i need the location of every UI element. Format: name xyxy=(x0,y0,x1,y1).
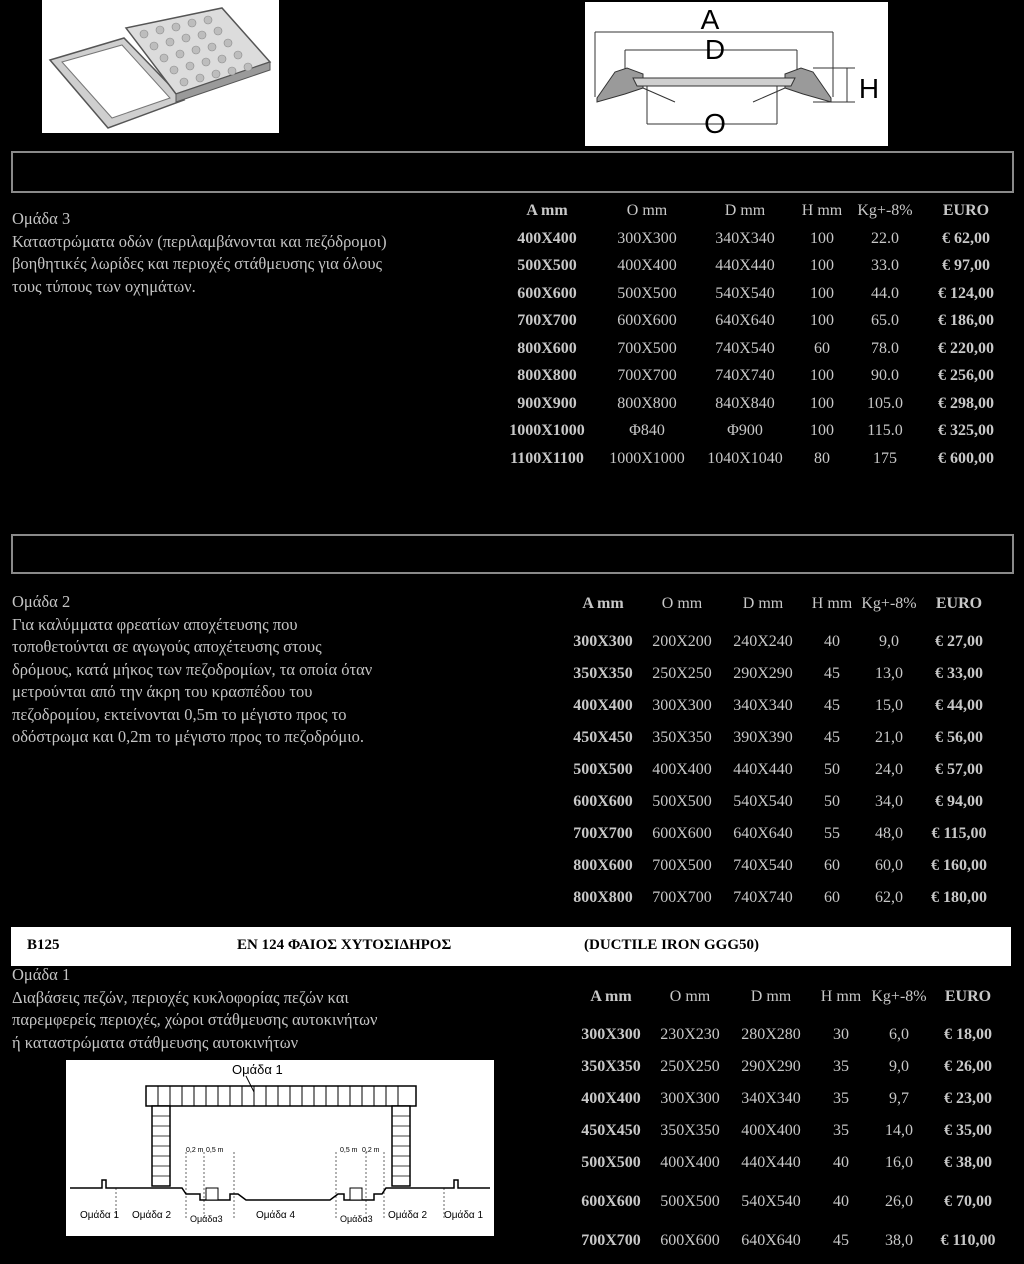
cell-a: 800X600 xyxy=(517,339,577,357)
cell-h: 45 xyxy=(833,1232,849,1249)
product-photo xyxy=(42,0,279,133)
cell-euro: € 115,00 xyxy=(931,825,987,842)
table-row xyxy=(564,626,1000,658)
section-bar-group3 xyxy=(11,151,1014,193)
cell-kg: 78.0 xyxy=(871,339,899,357)
cell-h: 45 xyxy=(824,665,840,682)
group2-title: Ομάδα 2 xyxy=(12,592,71,611)
cell-o: 300X300 xyxy=(617,229,677,247)
cell-euro: € 18,00 xyxy=(944,1026,992,1043)
cell-o: 500X500 xyxy=(660,1193,720,1210)
header-d: D mm xyxy=(750,988,792,1005)
table-row xyxy=(497,445,1013,473)
table-row xyxy=(564,818,1000,850)
material-label: (DUCTILE IRON GGG50) xyxy=(584,937,760,953)
cell-euro: € 57,00 xyxy=(935,761,983,778)
cell-o: 700X500 xyxy=(617,339,677,357)
header-euro: EURO xyxy=(942,202,990,219)
table-row xyxy=(564,722,1000,754)
cell-kg: 26,0 xyxy=(885,1193,913,1210)
cell-euro: € 27,00 xyxy=(935,633,983,650)
cell-o: 350X350 xyxy=(660,1122,720,1139)
cell-kg: 6,0 xyxy=(889,1026,909,1043)
cell-euro: € 62,00 xyxy=(942,229,990,247)
cell-kg: 34,0 xyxy=(875,793,903,810)
cell-d: 540X540 xyxy=(741,1193,801,1210)
cell-o: 200X200 xyxy=(652,633,712,650)
table-row xyxy=(497,253,1013,281)
zone-label: Ομάδα 2 xyxy=(388,1210,428,1221)
cell-a: 700X700 xyxy=(581,1232,641,1249)
cell-o: 1000X1000 xyxy=(609,449,685,467)
group1-desc-line: ή καταστρώματα στάθμευσης αυτοκινήτων xyxy=(12,1032,299,1052)
cell-o: 600X600 xyxy=(660,1232,720,1249)
cell-a: 700X700 xyxy=(517,312,577,330)
class-code: B125 xyxy=(27,937,60,953)
cell-a: 350X350 xyxy=(573,665,633,682)
table-row xyxy=(564,786,1000,818)
cell-kg: 90.0 xyxy=(871,367,899,385)
cell-a: 900X900 xyxy=(517,394,577,412)
table-row xyxy=(572,1083,1008,1115)
label-d: D xyxy=(704,34,726,65)
header-d: D mm xyxy=(724,202,766,219)
cell-d: Φ900 xyxy=(727,422,763,440)
cell-euro: € 600,00 xyxy=(938,449,994,467)
cell-kg: 9,0 xyxy=(889,1058,909,1075)
cell-a: 300X300 xyxy=(581,1026,641,1043)
table-row xyxy=(572,1179,1008,1225)
cell-euro: € 70,00 xyxy=(944,1193,992,1210)
cell-kg: 62,0 xyxy=(875,889,903,906)
cell-kg: 33.0 xyxy=(871,257,899,275)
cell-a: 400X400 xyxy=(581,1090,641,1107)
header-h: H mm xyxy=(801,202,843,219)
table-row xyxy=(497,335,1013,363)
dimension-diagram xyxy=(585,2,888,146)
cell-euro: € 44,00 xyxy=(935,697,983,714)
dim-left-label: 0,2 m xyxy=(186,1147,204,1154)
cell-euro: € 180,00 xyxy=(931,889,987,906)
table-row xyxy=(497,418,1013,446)
cell-euro: € 124,00 xyxy=(938,284,994,302)
cell-o: 300X300 xyxy=(652,697,712,714)
cell-kg: 24,0 xyxy=(875,761,903,778)
cell-o: 400X400 xyxy=(660,1154,720,1171)
cell-h: 100 xyxy=(810,312,834,330)
cell-d: 290X290 xyxy=(733,665,793,682)
dim-right-label: 0,5 m xyxy=(340,1147,358,1154)
section-bar-b125 xyxy=(11,927,1011,966)
cell-h: 50 xyxy=(824,761,840,778)
header-euro: EURO xyxy=(944,988,992,1005)
cell-a: 400X400 xyxy=(517,229,577,247)
cell-a: 450X450 xyxy=(581,1122,641,1139)
cell-o: 500X500 xyxy=(617,284,677,302)
group1-description-block xyxy=(12,964,532,1054)
top-zone-label: Ομάδα 1 xyxy=(232,1062,283,1077)
cell-kg: 21,0 xyxy=(875,729,903,746)
cell-o: 600X600 xyxy=(652,825,712,842)
cell-d: 740X540 xyxy=(733,857,793,874)
cell-d: 640X640 xyxy=(733,825,793,842)
group3-title: Ομάδα 3 xyxy=(12,209,71,228)
cell-h: 40 xyxy=(833,1193,849,1210)
table-row xyxy=(497,280,1013,308)
cell-h: 50 xyxy=(824,793,840,810)
cell-kg: 14,0 xyxy=(885,1122,913,1139)
table-header-row xyxy=(497,197,1013,225)
zone-label: Ομάδα 1 xyxy=(80,1210,120,1221)
cell-a: 800X600 xyxy=(573,857,633,874)
cell-h: 100 xyxy=(810,394,834,412)
cell-euro: € 256,00 xyxy=(938,367,994,385)
cell-o: 500X500 xyxy=(652,793,712,810)
cell-h: 100 xyxy=(810,367,834,385)
table-row xyxy=(497,225,1013,253)
cell-kg: 65.0 xyxy=(871,312,899,330)
zone-label: Ομάδα 2 xyxy=(132,1210,172,1221)
cell-o: 300X300 xyxy=(660,1090,720,1107)
cell-euro: € 35,00 xyxy=(944,1122,992,1139)
cell-a: 350X350 xyxy=(581,1058,641,1075)
group2-desc-line: πεζοδρομίου, εκτείνονται 0,5m το μέγιστο προς το xyxy=(12,704,347,724)
cell-euro: € 33,00 xyxy=(935,665,983,682)
cell-kg: 48,0 xyxy=(875,825,903,842)
table-row xyxy=(497,390,1013,418)
label-h: H xyxy=(858,73,880,104)
table-row xyxy=(572,1051,1008,1083)
cell-kg: 9,0 xyxy=(879,633,899,650)
cell-o: 400X400 xyxy=(652,761,712,778)
cell-euro: € 94,00 xyxy=(935,793,983,810)
group2-desc-line: δρόμους, κατά μήκος των πεζοδρομίων, τα οποία όταν xyxy=(12,659,373,679)
cell-d: 440X440 xyxy=(741,1154,801,1171)
cell-kg: 13,0 xyxy=(875,665,903,682)
cell-h: 35 xyxy=(833,1058,849,1075)
cell-euro: € 186,00 xyxy=(938,312,994,330)
label-o: O xyxy=(704,108,726,139)
cell-h: 60 xyxy=(824,857,840,874)
cell-d: 440X440 xyxy=(733,761,793,778)
cell-euro: € 97,00 xyxy=(942,257,990,275)
table-row xyxy=(497,308,1013,336)
cell-euro: € 26,00 xyxy=(944,1058,992,1075)
cell-d: 240X240 xyxy=(733,633,793,650)
table-row xyxy=(564,882,1000,914)
cell-d: 640X640 xyxy=(715,312,775,330)
cell-d: 400X400 xyxy=(741,1122,801,1139)
cell-a: 600X600 xyxy=(517,284,577,302)
cell-euro: € 160,00 xyxy=(931,857,987,874)
cell-o: 250X250 xyxy=(652,665,712,682)
cell-h: 30 xyxy=(833,1026,849,1043)
group2-desc-line: μετρούνται από την άκρη του κρασπέδου του xyxy=(12,682,313,701)
cell-d: 640X640 xyxy=(741,1232,801,1249)
cell-d: 740X540 xyxy=(715,339,775,357)
zone-label: Ομάδα3 xyxy=(340,1214,373,1224)
cell-d: 290X290 xyxy=(741,1058,801,1075)
cell-o: 600X600 xyxy=(617,312,677,330)
cell-a: 600X600 xyxy=(581,1193,641,1210)
table-row xyxy=(497,363,1013,391)
header-kg: Kg+-8% xyxy=(857,202,913,219)
zone-label: Ομάδα3 xyxy=(190,1214,223,1224)
cell-o: 230X230 xyxy=(660,1026,720,1043)
group1-desc-line: παρεμφερείς περιοχές, χώροι στάθμευσης αυτοκινήτων xyxy=(12,1010,378,1029)
table-row xyxy=(564,658,1000,690)
cell-h: 100 xyxy=(810,422,834,440)
cell-h: 35 xyxy=(833,1122,849,1139)
cell-d: 440X440 xyxy=(715,257,775,275)
header-d: D mm xyxy=(742,595,784,612)
cell-euro: € 325,00 xyxy=(938,422,994,440)
header-kg: Kg+-8% xyxy=(871,988,927,1005)
group1-table xyxy=(572,975,1008,1257)
cell-d: 540X540 xyxy=(715,284,775,302)
cell-kg: 22.0 xyxy=(871,229,899,247)
standard-label: EN 124 ΦΑΙΟΣ ΧΥΤΟΣΙΔΗΡΟΣ xyxy=(237,937,452,953)
table-row xyxy=(572,1225,1008,1257)
group2-description-block xyxy=(12,591,532,749)
cell-h: 35 xyxy=(833,1090,849,1107)
cell-d: 340X340 xyxy=(715,229,775,247)
cell-h: 80 xyxy=(814,449,830,467)
group3-desc-line: τους τύπους των οχημάτων. xyxy=(12,276,196,296)
header-a: A mm xyxy=(526,202,568,219)
cell-kg: 60,0 xyxy=(875,857,903,874)
cell-euro: € 298,00 xyxy=(938,394,994,412)
cell-h: 100 xyxy=(810,284,834,302)
cell-h: 100 xyxy=(810,229,834,247)
header-o: O mm xyxy=(661,595,703,612)
cell-o: 700X500 xyxy=(652,857,712,874)
group2-desc-line: Για καλύμματα φρεατίων αποχέτευσης που xyxy=(12,614,298,634)
cell-euro: € 220,00 xyxy=(938,339,994,357)
cell-h: 60 xyxy=(814,339,830,357)
cell-d: 840X840 xyxy=(715,394,775,412)
zone-label: Ομάδα 1 xyxy=(444,1210,484,1221)
dim-right-label: 0,2 m xyxy=(362,1147,380,1154)
table-row xyxy=(564,690,1000,722)
group3-table xyxy=(497,197,1013,473)
group1-desc-line: Διαβάσεις πεζών, περιοχές κυκλοφορίας πεζών και xyxy=(12,987,349,1007)
cell-h: 55 xyxy=(824,825,840,842)
cell-kg: 9,7 xyxy=(889,1090,909,1107)
cell-a: 300X300 xyxy=(573,633,633,650)
table-row xyxy=(564,754,1000,786)
cell-o: 700X700 xyxy=(652,889,712,906)
cell-d: 280X280 xyxy=(741,1026,801,1043)
table-row xyxy=(564,850,1000,882)
label-a: A xyxy=(700,4,720,35)
cell-o: 700X700 xyxy=(617,367,677,385)
group3-description-block xyxy=(12,208,492,298)
cell-kg: 105.0 xyxy=(867,394,903,412)
cell-d: 1040X1040 xyxy=(707,449,783,467)
header-o: O mm xyxy=(626,202,668,219)
cell-d: 540X540 xyxy=(733,793,793,810)
cell-o: 250X250 xyxy=(660,1058,720,1075)
cell-euro: € 110,00 xyxy=(940,1232,996,1249)
group2-table xyxy=(564,582,1000,914)
cell-o: 800X800 xyxy=(617,394,677,412)
cell-a: 1100X1100 xyxy=(510,449,584,467)
cell-a: 450X450 xyxy=(573,729,633,746)
cell-euro: € 38,00 xyxy=(944,1154,992,1171)
table-header-row xyxy=(564,582,1000,626)
cell-a: 800X800 xyxy=(517,367,577,385)
cell-d: 340X340 xyxy=(741,1090,801,1107)
cell-h: 60 xyxy=(824,889,840,906)
cell-a: 500X500 xyxy=(517,257,577,275)
cell-kg: 38,0 xyxy=(885,1232,913,1249)
cell-kg: 15,0 xyxy=(875,697,903,714)
cell-a: 1000X1000 xyxy=(509,422,585,440)
cell-a: 400X400 xyxy=(573,697,633,714)
group3-desc-line: Καταστρώματα οδών (περιλαμβάνονται και πεζόδρομοι) xyxy=(12,231,387,251)
cell-d: 740X740 xyxy=(715,367,775,385)
group2-desc-line: τοποθετούνται σε αγωγούς αποχέτευσης στους xyxy=(12,637,322,656)
table-row xyxy=(572,1115,1008,1147)
table-header-row xyxy=(572,975,1008,1019)
header-h: H mm xyxy=(811,595,853,612)
cell-kg: 175 xyxy=(873,449,897,467)
cell-euro: € 56,00 xyxy=(935,729,983,746)
cell-kg: 16,0 xyxy=(885,1154,913,1171)
cell-a: 500X500 xyxy=(581,1154,641,1171)
cell-h: 100 xyxy=(810,257,834,275)
header-a: A mm xyxy=(590,988,632,1005)
header-kg: Kg+-8% xyxy=(861,595,917,612)
group3-desc-line: βοηθητικές λωρίδες και περιοχές στάθμευσης για όλους xyxy=(12,254,383,273)
cell-h: 40 xyxy=(833,1154,849,1171)
table-row xyxy=(572,1147,1008,1179)
header-a: A mm xyxy=(582,595,624,612)
cell-a: 600X600 xyxy=(573,793,633,810)
group1-title: Ομάδα 1 xyxy=(12,965,71,984)
cell-o: 400X400 xyxy=(617,257,677,275)
cell-h: 45 xyxy=(824,729,840,746)
cell-euro: € 23,00 xyxy=(944,1090,992,1107)
cell-kg: 44.0 xyxy=(871,284,899,302)
street-zone-diagram xyxy=(66,1060,494,1236)
table-row xyxy=(572,1019,1008,1051)
cell-h: 45 xyxy=(824,697,840,714)
cell-kg: 115.0 xyxy=(867,422,903,440)
section-bar-group2 xyxy=(11,534,1014,574)
group2-desc-line: οδόστρωμα και 0,2m το μέγιστο προς το πεζοδρόμιο. xyxy=(12,727,365,746)
dim-left-label: 0,5 m xyxy=(206,1147,224,1154)
cell-o: 350X350 xyxy=(652,729,712,746)
cell-d: 340X340 xyxy=(733,697,793,714)
header-o: O mm xyxy=(669,988,711,1005)
zone-label: Ομάδα 4 xyxy=(256,1210,296,1221)
header-h: H mm xyxy=(820,988,862,1005)
cell-d: 740X740 xyxy=(733,889,793,906)
cell-h: 40 xyxy=(824,633,840,650)
cell-a: 500X500 xyxy=(573,761,633,778)
cell-a: 700X700 xyxy=(573,825,633,842)
header-euro: EURO xyxy=(935,595,983,612)
cell-o: Φ840 xyxy=(629,422,665,440)
cell-d: 390X390 xyxy=(733,729,793,746)
cell-a: 800X800 xyxy=(573,889,633,906)
